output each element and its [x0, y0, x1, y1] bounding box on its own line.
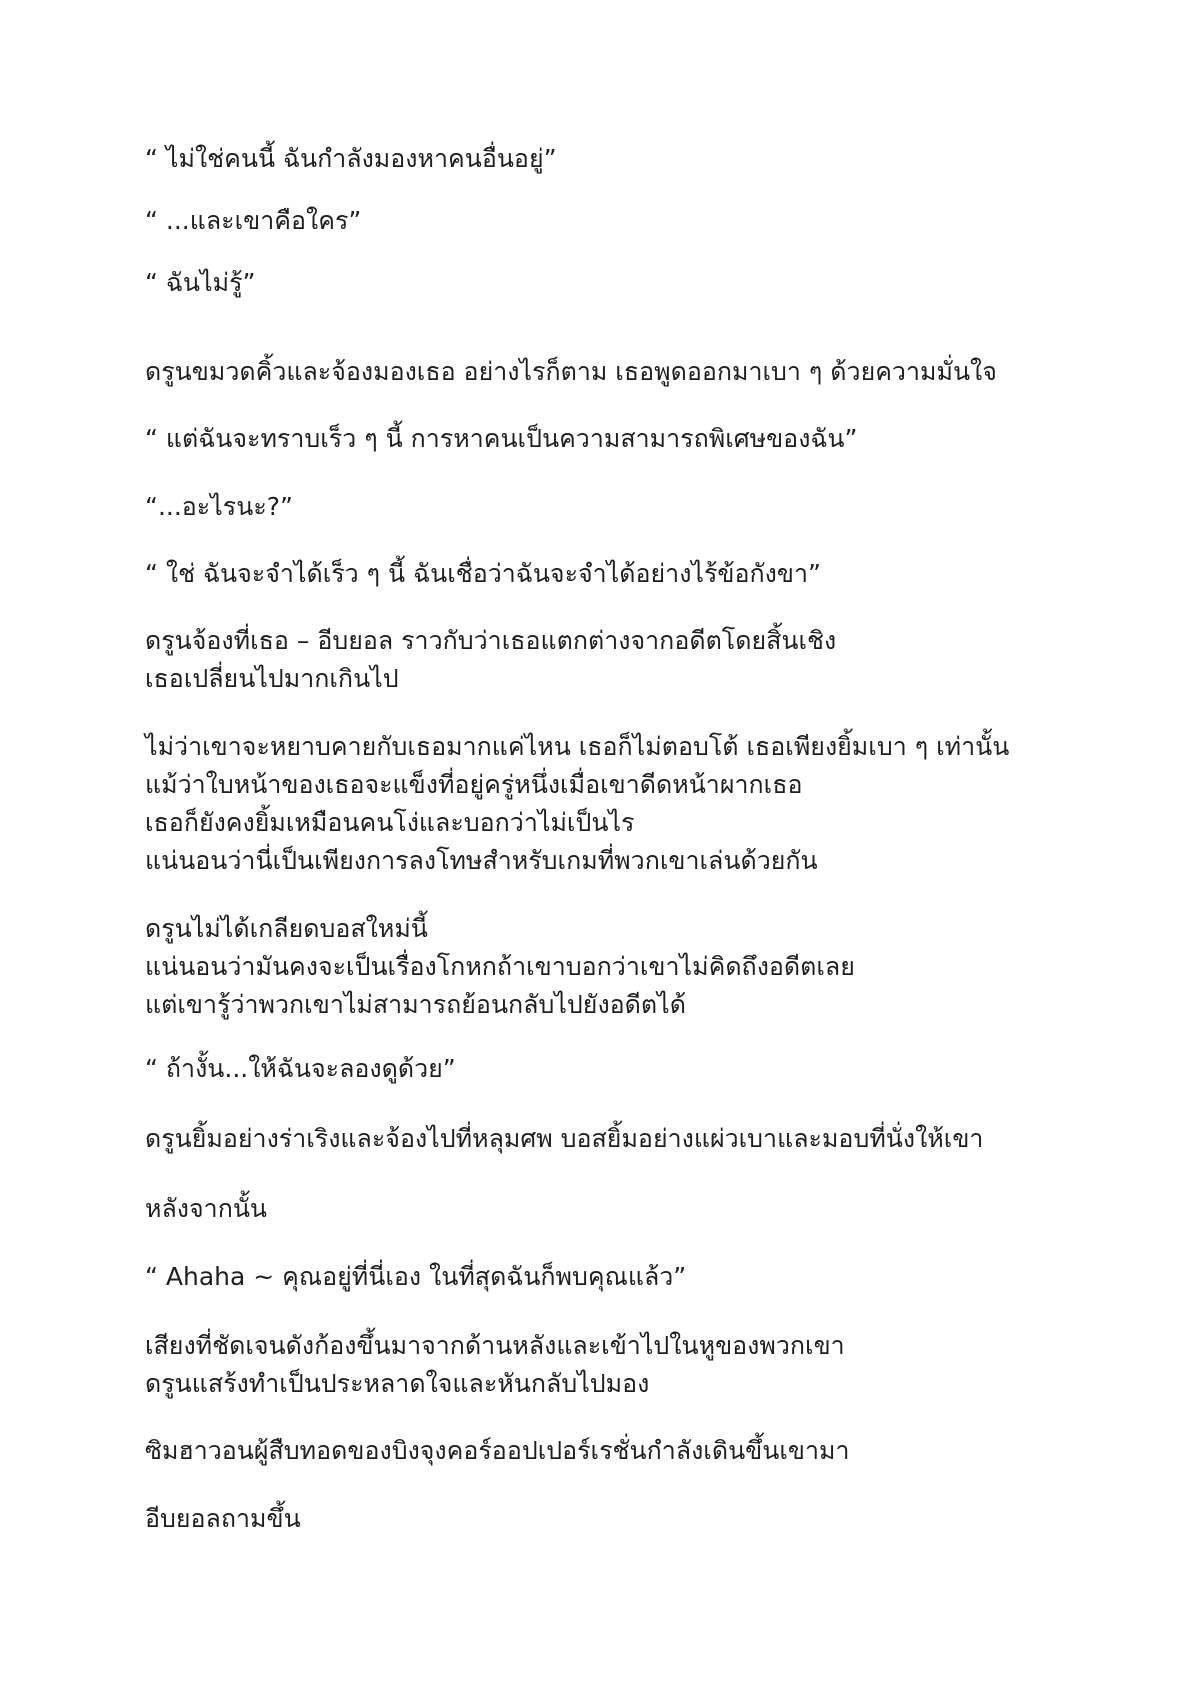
narration-paragraph	[145, 1327, 845, 1403]
text-line: เธอก็ยังคงยิ้มเหมือนคนโง่และบอกว่าไม่เป็นไร	[145, 808, 635, 837]
text-line: เธอเปลี่ยนไปมากเกินไป	[145, 664, 399, 693]
text-line: อีบยอลถามขึ้น	[145, 1504, 301, 1533]
dialogue-paragraph	[145, 1258, 686, 1296]
text-line: “ แต่ฉันจะทราบเร็ว ๆ นี้ การหาคนเป็นความสามารถพิเศษของฉัน”	[145, 424, 858, 453]
dialogue-paragraph	[145, 202, 361, 240]
text-line: “ Ahaha ~ คุณอยู่ที่นี่เอง ในที่สุดฉันก็พบคุณแล้ว”	[145, 1262, 687, 1291]
narration-paragraph	[145, 1500, 301, 1538]
text-line: “ ไม่ใช่คนนี้ ฉันกำลังมองหาคนอื่นอยู่”	[145, 144, 557, 173]
narration-paragraph	[145, 353, 997, 391]
text-line: ดรูนไม่ได้เกลียดบอสใหม่นี้	[145, 914, 428, 943]
text-line: หลังจากนั้น	[145, 1194, 268, 1223]
text-line: แต่เขารู้ว่าพวกเขาไม่สามารถย้อนกลับไปยังอดีตได้	[145, 990, 686, 1019]
text-line: “ ใช่ ฉันจะจำได้เร็ว ๆ นี้ ฉันเชื่อว่าฉันจะจำได้อย่างไร้ข้อกังขา”	[145, 559, 821, 588]
narration-paragraph	[145, 910, 855, 1024]
narration-paragraph	[145, 1120, 983, 1158]
text-line: เสียงที่ชัดเจนดังก้องขึ้นมาจากด้านหลังและเข้าไปในหูของพวกเขา	[145, 1331, 845, 1360]
dialogue-paragraph	[145, 140, 557, 178]
dialogue-paragraph	[145, 264, 255, 302]
text-line: แม้ว่าใบหน้าของเธอจะแข็งที่อยู่ครู่หนึ่งเมื่อเขาดีดหน้าผากเธอ	[145, 770, 803, 799]
text-line: ดรูนจ้องที่เธอ – อีบยอล ราวกับว่าเธอแตกต่างจากอดีตโดยสิ้นเชิง	[145, 626, 837, 655]
narration-paragraph	[145, 622, 836, 698]
text-line: แน่นอนว่านี่เป็นเพียงการลงโทษสำหรับเกมที่พวกเขาเล่นด้วยกัน	[145, 846, 818, 875]
narration-paragraph	[145, 728, 1009, 880]
text-line: “...อะไรนะ?”	[145, 492, 293, 521]
text-line: “ ถ้างั้น...ให้ฉันจะลองดูด้วย”	[145, 1054, 456, 1083]
text-line: ซิมฮาวอนผู้สืบทอดของบิงจุงคอร์ออปเปอร์เรชั่นกำลังเดินขึ้นเขามา	[145, 1436, 850, 1465]
dialogue-paragraph	[145, 1050, 456, 1088]
text-line: ดรูนแสร้งทำเป็นประหลาดใจและหันกลับไปมอง	[145, 1369, 650, 1398]
text-line: “ ฉันไม่รู้”	[145, 268, 256, 297]
narration-paragraph	[145, 1432, 850, 1470]
text-line: ดรูนยิ้มอย่างร่าเริงและจ้องไปที่หลุมศพ บอสยิ้มอย่างแผ่วเบาและมอบที่นั่งให้เขา	[145, 1124, 984, 1153]
text-line: แน่นอนว่ามันคงจะเป็นเรื่องโกหกถ้าเขาบอกว่าเขาไม่คิดถึงอดีตเลย	[145, 952, 855, 981]
text-line: “ ...และเขาคือใคร”	[145, 206, 362, 235]
text-line: ไม่ว่าเขาจะหยาบคายกับเธอมากแค่ไหน เธอก็ไม่ตอบโต้ เธอเพียงยิ้มเบา ๆ เท่านั้น	[145, 732, 1010, 761]
dialogue-paragraph	[145, 555, 821, 593]
text-line: ดรูนขมวดคิ้วและจ้องมองเธอ อย่างไรก็ตาม เธอพูดออกมาเบา ๆ ด้วยความมั่นใจ	[145, 357, 997, 386]
dialogue-paragraph	[145, 420, 857, 458]
dialogue-paragraph	[145, 488, 293, 526]
narration-paragraph	[145, 1190, 267, 1228]
